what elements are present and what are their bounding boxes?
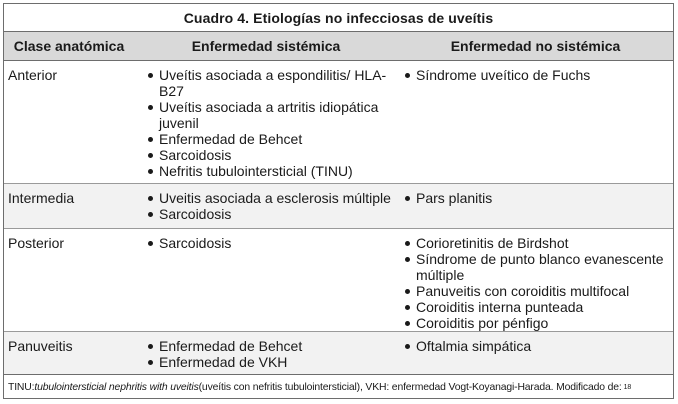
cell-no-sistemica — [397, 338, 673, 354]
header-clase-anatomica: Clase anatómica — [13, 38, 125, 54]
footnote-text: (uveítis con nefritis tubulointersticial), VKH: enfermedad Vogt-Koyanagi-Harada. Modificado de: — [198, 381, 622, 393]
list-item: Uveítis asociada a artritis idiopática juvenil — [140, 99, 392, 131]
table-row-posterior — [4, 229, 673, 332]
cell-clase: Intermedia — [8, 190, 75, 206]
list-item: Oftalmia simpática — [397, 338, 673, 354]
cell-sistemica — [140, 67, 392, 179]
list-item: Enfermedad de Behcet — [140, 131, 392, 147]
table-footnote — [4, 375, 673, 399]
list-item: Sarcoidosis — [140, 206, 392, 222]
list-item: Pars planitis — [397, 190, 673, 206]
list-item: Panuveitis con coroiditis multifocal — [397, 283, 673, 299]
cell-no-sistemica — [397, 235, 673, 331]
cell-no-sistemica — [397, 190, 673, 206]
uveitis-table — [3, 3, 674, 399]
cell-sistemica — [140, 235, 392, 251]
cell-sistemica — [140, 190, 392, 222]
list-item: Coroiditis por pénfigo — [397, 315, 673, 331]
header-enfermedad-no-sistemica: Enfermedad no sistémica — [450, 38, 621, 54]
list-item: Enfermedad de VKH — [140, 354, 392, 370]
list-item: Síndrome de punto blanco evanescente múltiple — [397, 251, 673, 283]
footnote-lead: TINU: — [8, 381, 35, 393]
cell-clase: Panuveitis — [8, 338, 73, 354]
table-row-panuveitis — [4, 332, 673, 375]
cell-no-sistemica — [397, 67, 673, 83]
cell-sistemica — [140, 338, 392, 370]
table-header-row — [4, 32, 673, 61]
list-item: Sarcoidosis — [140, 235, 392, 251]
list-item: Síndrome uveítico de Fuchs — [397, 67, 673, 83]
footnote-italic: tubulointersticial nephritis with uveitis — [34, 381, 199, 393]
list-item: Enfermedad de Behcet — [140, 338, 392, 354]
list-item: Uveitis asociada a esclerosis múltiple — [140, 190, 392, 206]
list-item: Uveítis asociada a espondilitis/ HLA-B27 — [140, 67, 392, 99]
list-item: Coroiditis interna punteada — [397, 299, 673, 315]
cell-clase: Anterior — [8, 67, 58, 83]
cell-clase: Posterior — [8, 235, 65, 251]
table-row-anterior — [4, 61, 673, 184]
table-row-intermedia — [4, 184, 673, 229]
list-item: Nefritis tubulointersticial (TINU) — [140, 163, 392, 179]
list-item: Corioretinitis de Birdshot — [397, 235, 673, 251]
footnote-reference: 18 — [623, 383, 632, 391]
header-enfermedad-sistemica: Enfermedad sistémica — [191, 38, 341, 54]
table-title: Cuadro 4. Etiologías no infecciosas de uveítis — [4, 4, 673, 32]
list-item: Sarcoidosis — [140, 147, 392, 163]
